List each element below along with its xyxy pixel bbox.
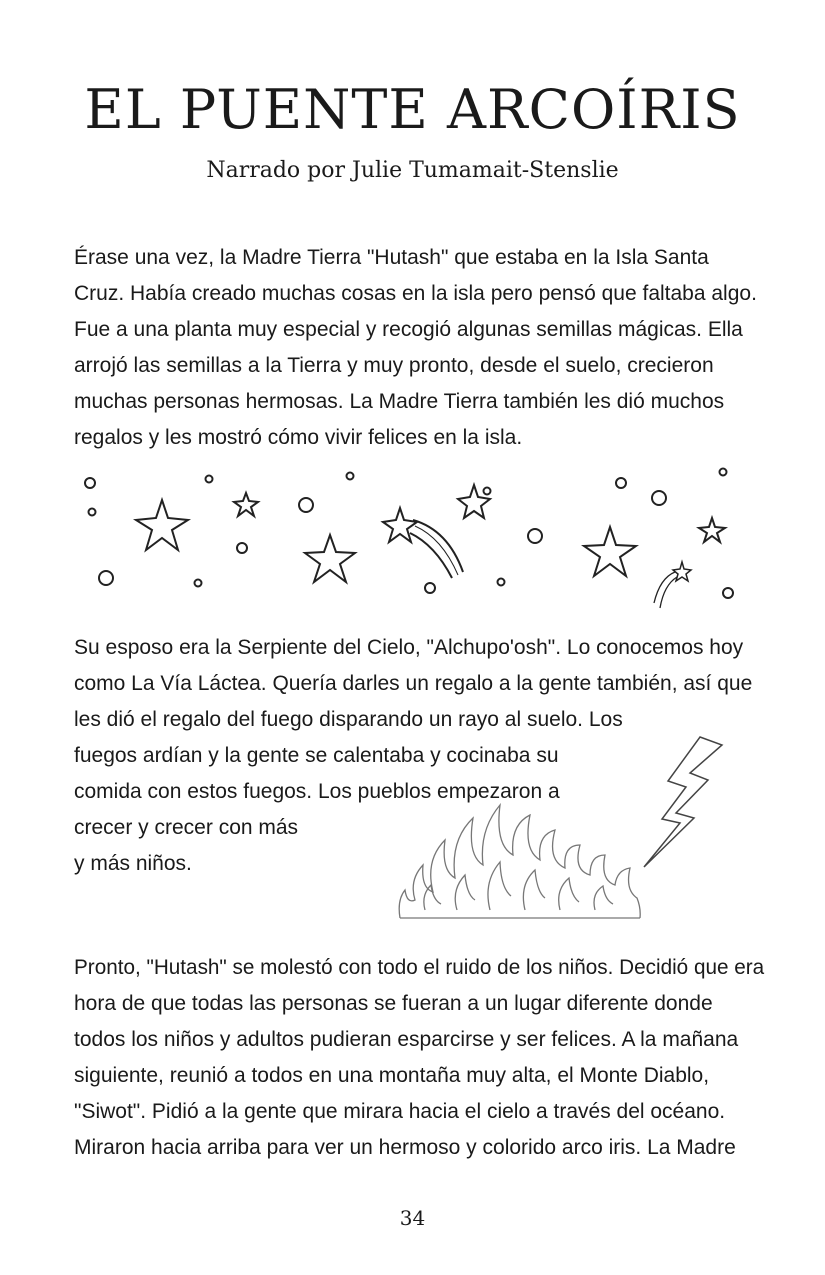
paragraph-1 xyxy=(74,240,757,456)
text-line: crecer y crecer con más xyxy=(74,816,299,839)
text-line: Su esposo era la Serpiente del Cielo, "Alchupo'osh". Lo conocemos hoy xyxy=(74,636,744,659)
text-line: "Siwot". Pidió a la gente que mirara hacia el cielo a través del océano. xyxy=(74,1100,726,1123)
flames-icon xyxy=(395,800,645,925)
page-number: 34 xyxy=(399,1206,426,1230)
text-line: como La Vía Láctea. Quería darles un regalo a la gente también, así que xyxy=(74,672,753,695)
text-line: muchas personas hermosas. La Madre Tierra también les dió muchos xyxy=(74,390,725,413)
star-icon xyxy=(136,485,725,582)
text-line: Érase una vez, la Madre Tierra "Hutash" que estaba en la Isla Santa xyxy=(74,246,709,269)
text-line: Cruz. Había creado muchas cosas en la isla pero pensó que faltaba algo. xyxy=(74,282,757,305)
text-line: arrojó las semillas a la Tierra y muy pronto, desde el suelo, crecieron xyxy=(74,354,714,377)
text-line: fuegos ardían y la gente se calentaba y cocinaba su xyxy=(74,744,559,767)
text-line: les dió el regalo del fuego disparando un rayo al suelo. Los xyxy=(74,708,623,731)
text-line: siguiente, reunió a todos en una montaña muy alta, el Monte Diablo, xyxy=(74,1064,710,1087)
narrator-byline: Narrado por Julie Tumamait-Stenslie xyxy=(206,158,619,183)
page-title: EL PUENTE ARCOÍRIS xyxy=(84,78,741,141)
text-line: todos los niños y adultos pudieran esparcirse y ser felices. A la mañana xyxy=(74,1028,739,1051)
text-line: comida con estos fuegos. Los pueblos empezaron a xyxy=(74,780,560,803)
text-line: Fue a una planta muy especial y recogió algunas semillas mágicas. Ella xyxy=(74,318,743,341)
text-line: Pronto, "Hutash" se molestó con todo el ruido de los niños. Decidió que era xyxy=(74,956,765,979)
text-line: y más niños. xyxy=(74,852,192,875)
text-line: regalos y les mostró cómo vivir felices en la isla. xyxy=(74,426,523,449)
lightning-bolt-icon xyxy=(640,735,725,870)
paragraph-3 xyxy=(74,950,774,1166)
stars-illustration xyxy=(70,460,770,620)
text-line: hora de que todas las personas se fueran a un lugar diferente donde xyxy=(74,992,713,1015)
text-line: Miraron hacia arriba para ver un hermoso y colorido arco iris. La Madre xyxy=(74,1136,736,1159)
